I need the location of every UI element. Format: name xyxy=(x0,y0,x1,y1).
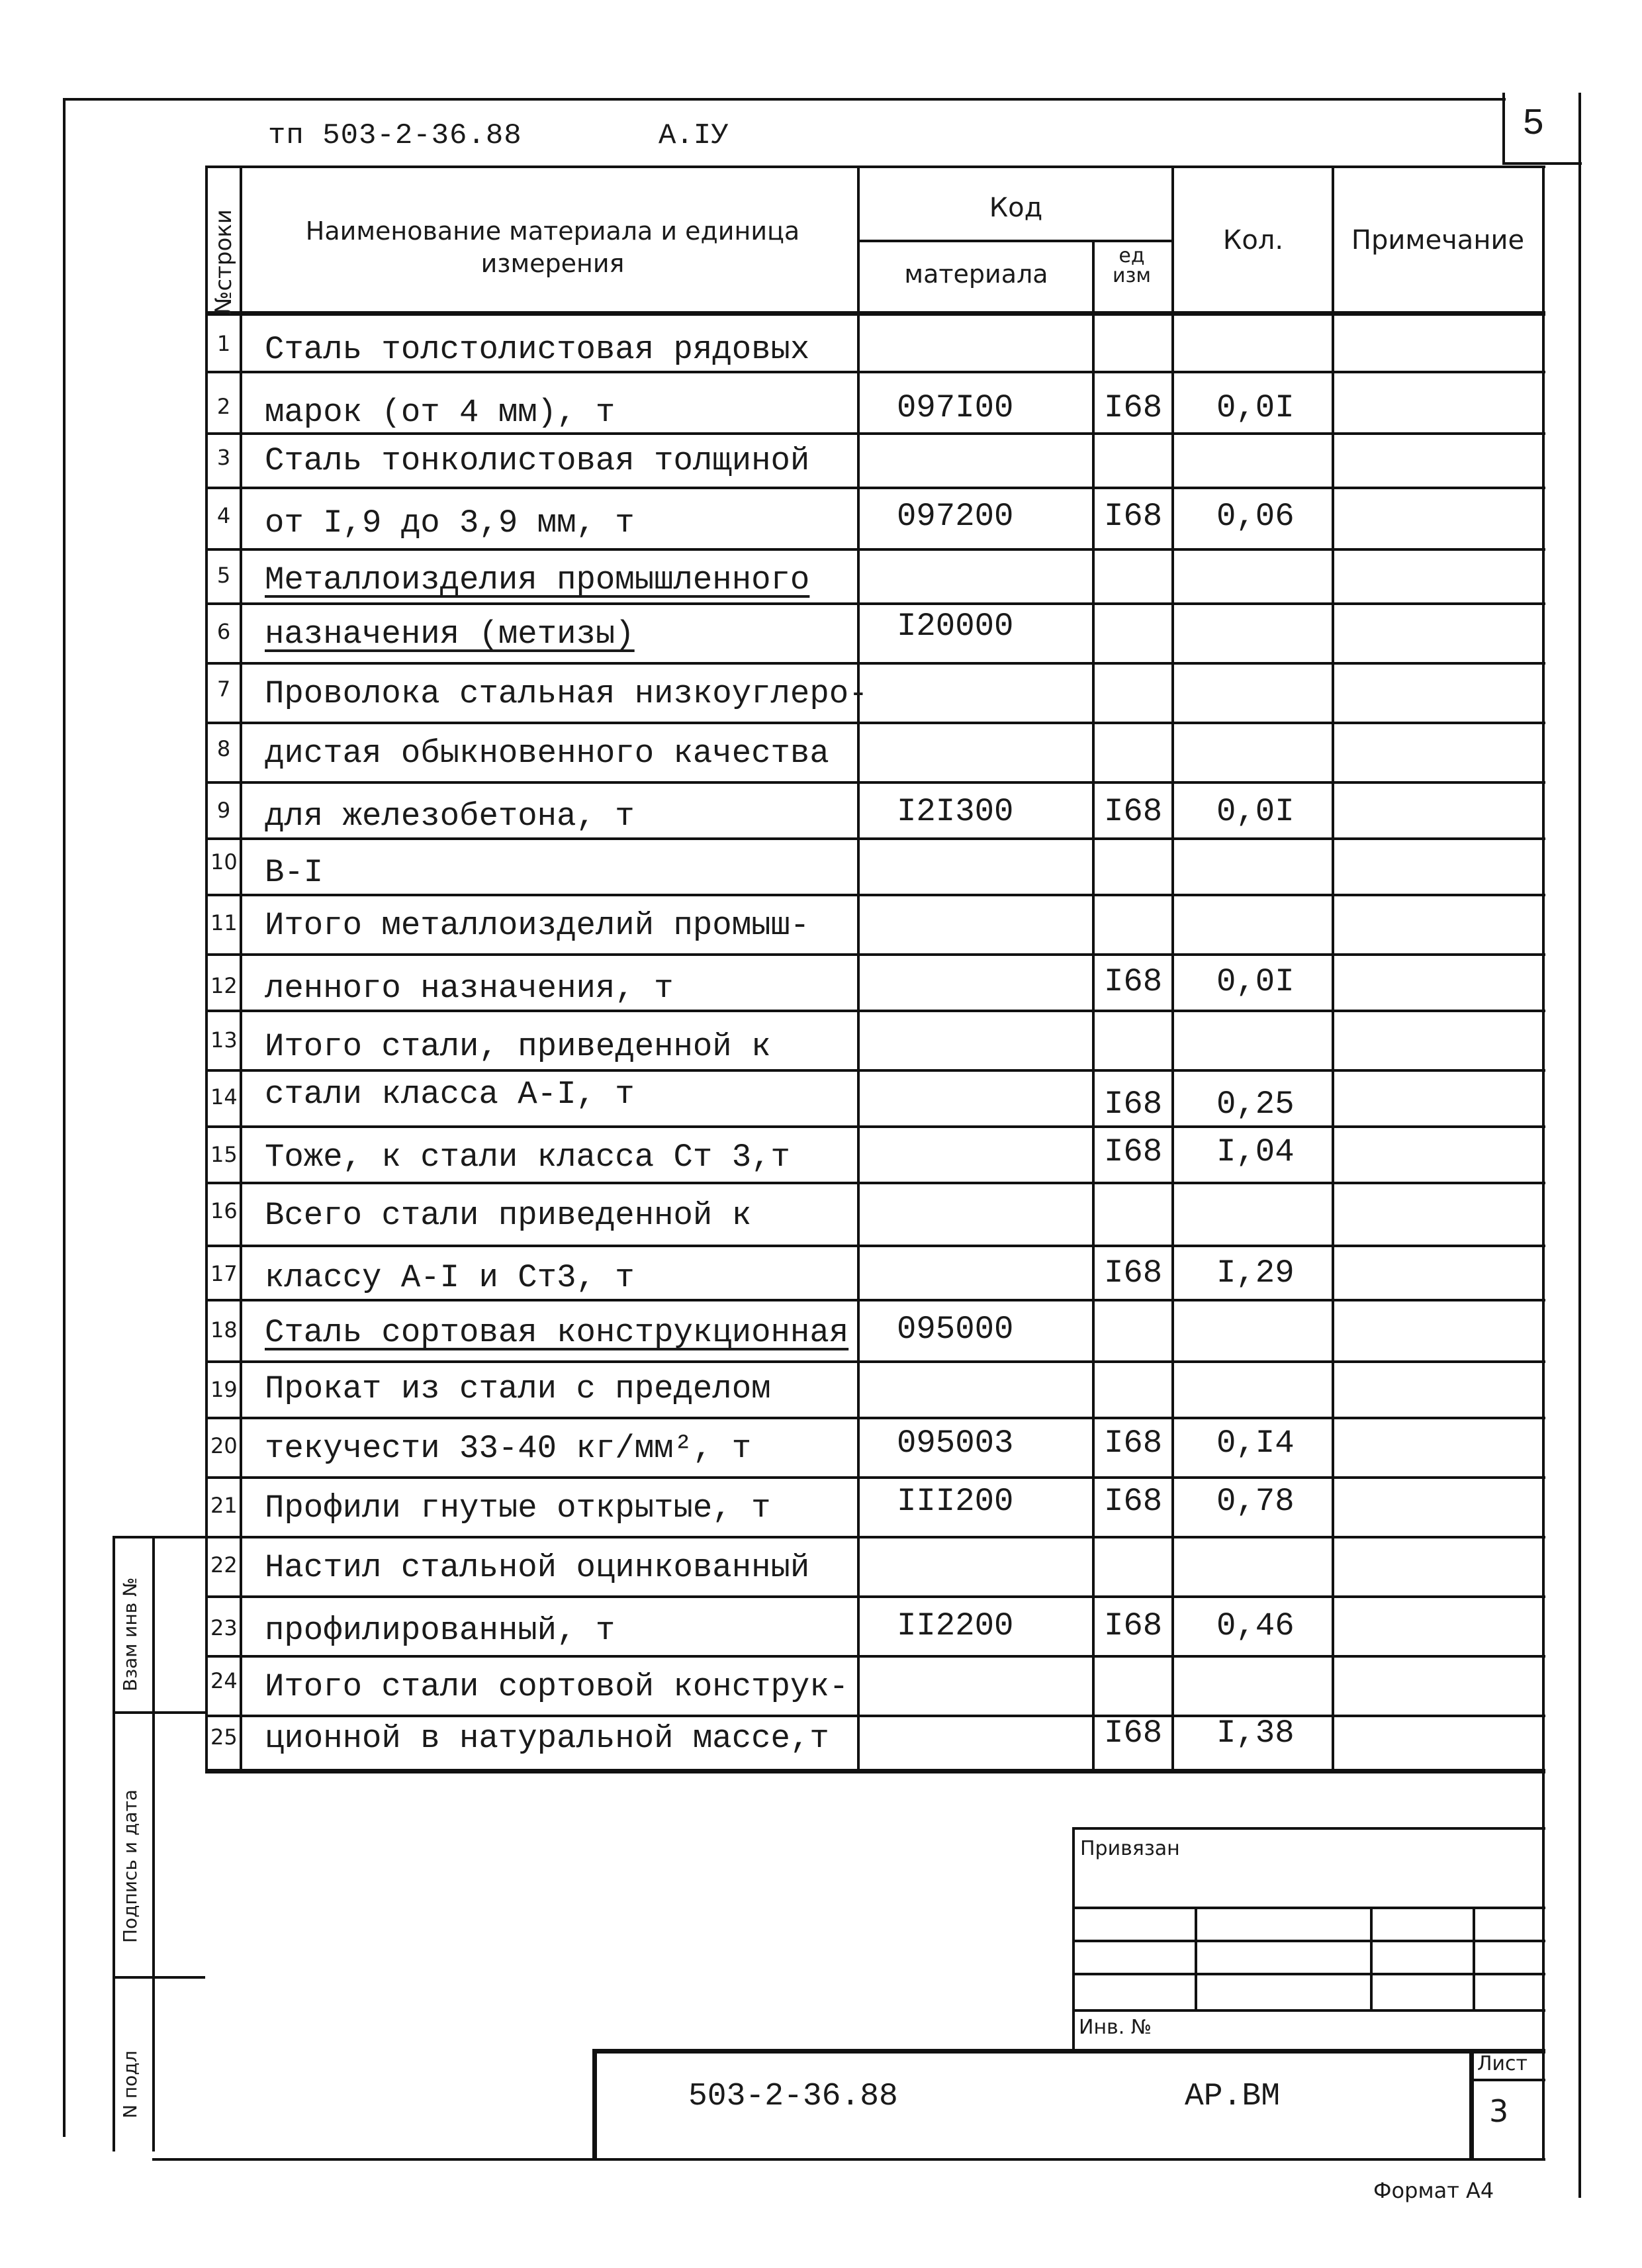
row-number: 10 xyxy=(210,849,238,874)
row-number: 9 xyxy=(216,798,231,823)
row-unit-code: I68 xyxy=(1104,1086,1163,1123)
row-name: Итого металлоизделий промыш- xyxy=(265,907,810,944)
frame-bottom-line xyxy=(152,2158,1545,2161)
row-name: Сталь сортовая конструкционная xyxy=(265,1314,849,1351)
row-name: В-I xyxy=(265,854,324,891)
stamp-divider xyxy=(1195,1907,1197,2009)
row-separator xyxy=(205,1655,1545,1658)
row-number: 8 xyxy=(216,736,231,761)
row-unit-code: I68 xyxy=(1104,1425,1163,1462)
row-name: Проволока стальная низкоуглеро- xyxy=(265,675,868,712)
row-material-code: I2I300 xyxy=(897,793,1014,830)
title-block-left xyxy=(592,2049,597,2160)
rownum-column-border xyxy=(240,165,242,1771)
row-name: для железобетона, т xyxy=(265,798,635,835)
row-separator xyxy=(205,602,1545,605)
format-label: Формат А4 xyxy=(1373,2178,1494,2203)
row-number: 2 xyxy=(216,394,231,419)
row-unit-code: I68 xyxy=(1104,793,1163,830)
row-number: 3 xyxy=(216,445,231,470)
row-name: марок (от 4 мм), т xyxy=(265,394,616,431)
row-material-code: III200 xyxy=(897,1483,1014,1520)
row-unit-code: I68 xyxy=(1104,389,1163,426)
row-material-code: 095000 xyxy=(897,1311,1014,1348)
row-material-code: 097200 xyxy=(897,498,1014,535)
code-column-border xyxy=(1092,240,1095,1771)
frame-left-line xyxy=(63,98,66,2137)
row-quantity: 0,06 xyxy=(1216,498,1295,535)
stamp-top xyxy=(1072,1827,1545,1830)
row-separator xyxy=(205,1010,1545,1012)
row-number: 19 xyxy=(210,1377,238,1402)
col-header-name: Наименование материала и единица измерения xyxy=(305,216,800,279)
header-doc-code: тп 503-2-36.88 xyxy=(268,119,522,152)
frame-top-line xyxy=(63,98,1506,101)
row-name: Профили гнутые открытые, т xyxy=(265,1489,771,1527)
code-subheader-line xyxy=(857,240,1171,242)
row-quantity: 0,I4 xyxy=(1216,1425,1295,1462)
col-header-code-unit: ед изм xyxy=(1112,244,1152,287)
row-number: 11 xyxy=(210,910,238,935)
row-unit-code: I68 xyxy=(1104,1483,1163,1520)
frame-right-line xyxy=(1578,93,1581,2198)
row-separator xyxy=(205,1125,1545,1128)
side-label-sign-date: Подпись и дата xyxy=(119,1789,141,1943)
stamp-attached-label: Привязан xyxy=(1080,1837,1180,1860)
side-label-inv-replace: Взам инв № xyxy=(119,1577,141,1691)
row-separator xyxy=(205,1476,1545,1479)
row-separator xyxy=(205,722,1545,724)
row-name: от I,9 до 3,9 мм, т xyxy=(265,504,635,542)
title-sheet-box-line xyxy=(1469,2079,1545,2081)
row-name: Тоже, к стали класса Ст 3,т xyxy=(265,1139,790,1176)
row-name: ленного назначения, т xyxy=(265,970,674,1007)
row-number: 6 xyxy=(216,619,231,644)
col-header-code: Код xyxy=(989,193,1043,223)
side-label-inv-orig: N подл xyxy=(119,2050,141,2118)
row-name: Сталь толстолистовая рядовых xyxy=(265,331,810,368)
row-name: Прокат из стали с пределом xyxy=(265,1370,771,1407)
row-separator xyxy=(205,432,1545,435)
row-separator xyxy=(205,1595,1545,1598)
row-separator xyxy=(205,662,1545,665)
row-quantity: 0,46 xyxy=(1216,1607,1295,1644)
qty-column-border xyxy=(1332,165,1334,1771)
col-header-note: Примечание xyxy=(1351,225,1525,256)
row-unit-code: I68 xyxy=(1104,1607,1163,1644)
row-separator xyxy=(205,1245,1545,1247)
row-separator xyxy=(205,1182,1545,1184)
row-separator xyxy=(205,837,1545,840)
row-number: 23 xyxy=(210,1615,238,1640)
row-name: ционной в натуральной массе,т xyxy=(265,1720,829,1757)
stamp-line xyxy=(1072,2009,1545,2012)
row-material-code: II2200 xyxy=(897,1607,1014,1644)
row-number: 18 xyxy=(210,1317,238,1343)
name-column-border xyxy=(857,165,860,1771)
row-unit-code: I68 xyxy=(1104,1133,1163,1170)
row-separator xyxy=(205,894,1545,896)
row-separator xyxy=(205,371,1545,373)
row-separator xyxy=(205,1299,1545,1301)
row-quantity: 0,0I xyxy=(1216,389,1295,426)
row-number: 7 xyxy=(216,677,231,702)
table-top-border xyxy=(205,165,1545,168)
row-number: 20 xyxy=(210,1433,238,1458)
title-doc-mark: АР.ВМ xyxy=(1185,2079,1281,2114)
title-sheet-label: Лист xyxy=(1477,2052,1528,2075)
row-name: Сталь тонколистовая толщиной xyxy=(265,442,810,479)
row-material-code: 095003 xyxy=(897,1425,1014,1462)
row-separator xyxy=(205,1417,1545,1419)
unit-column-border xyxy=(1171,165,1174,1771)
row-number: 22 xyxy=(210,1552,238,1578)
row-name: Металлоизделия промышленного xyxy=(265,561,810,598)
side-stamp-line xyxy=(113,1711,205,1714)
row-number: 12 xyxy=(210,973,238,998)
row-name: Итого стали сортовой конструк- xyxy=(265,1668,849,1705)
row-number: 17 xyxy=(210,1261,238,1286)
stamp-divider xyxy=(1473,1907,1475,2009)
row-number: 14 xyxy=(210,1084,238,1110)
row-number: 1 xyxy=(216,331,231,356)
table-left-border xyxy=(205,165,208,1771)
table-right-border xyxy=(1542,165,1545,1771)
row-name: Всего стали приведенной к xyxy=(265,1197,752,1234)
stamp-inv-no-label: Инв. № xyxy=(1079,2016,1152,2039)
row-separator xyxy=(205,1715,1545,1717)
stamp-divider xyxy=(1370,1907,1373,2009)
row-name: Настил стальной оцинкованный xyxy=(265,1549,810,1586)
title-sheet-box-left xyxy=(1469,2049,1474,2160)
row-name: классу А-I и Ст3, т xyxy=(265,1259,635,1296)
title-sheet-number: 3 xyxy=(1489,2093,1509,2129)
row-unit-code: I68 xyxy=(1104,963,1163,1000)
header-sheet-ref: А.IУ xyxy=(659,119,729,152)
row-quantity: I,29 xyxy=(1216,1254,1295,1292)
page-num-box-left xyxy=(1502,93,1505,162)
row-separator xyxy=(205,1069,1545,1072)
side-stamp-divider xyxy=(152,1536,155,2151)
row-separator xyxy=(205,548,1545,551)
row-quantity: 0,25 xyxy=(1216,1086,1295,1123)
title-doc-code: 503-2-36.88 xyxy=(688,2079,898,2114)
row-quantity: I,04 xyxy=(1216,1133,1295,1170)
row-number: 25 xyxy=(210,1725,238,1750)
row-number: 5 xyxy=(216,563,231,588)
col-header-qty: Кол. xyxy=(1222,225,1284,256)
row-unit-code: I68 xyxy=(1104,498,1163,535)
side-stamp-top xyxy=(113,1536,205,1538)
row-separator xyxy=(205,781,1545,784)
table-header-bottom-border xyxy=(205,311,1545,316)
col-header-row-no: №строки xyxy=(210,209,237,314)
row-separator xyxy=(205,487,1545,489)
row-material-code: 097I00 xyxy=(897,389,1014,426)
row-quantity: I,38 xyxy=(1216,1715,1295,1752)
row-number: 13 xyxy=(210,1027,238,1053)
row-separator xyxy=(205,1360,1545,1363)
row-material-code: I20000 xyxy=(897,608,1014,645)
table-bottom-border xyxy=(205,1769,1545,1773)
row-name: текучести 33-40 кг/мм², т xyxy=(265,1430,752,1467)
page-num-box-bottom xyxy=(1502,162,1582,165)
row-name: назначения (метизы) xyxy=(265,616,635,653)
row-unit-code: I68 xyxy=(1104,1254,1163,1292)
title-block-top xyxy=(592,2049,1545,2054)
row-number: 21 xyxy=(210,1493,238,1518)
row-number: 16 xyxy=(210,1198,238,1223)
side-stamp-left xyxy=(113,1536,115,2151)
row-name: Итого стали, приведенной к xyxy=(265,1028,771,1065)
col-header-code-material: материала xyxy=(904,260,1048,289)
row-quantity: 0,78 xyxy=(1216,1483,1295,1520)
row-name: стали класса А-I, т xyxy=(265,1076,635,1113)
row-quantity: 0,0I xyxy=(1216,793,1295,830)
row-unit-code: I68 xyxy=(1104,1715,1163,1752)
row-name: дистая обыкновенного качества xyxy=(265,735,829,772)
row-quantity: 0,0I xyxy=(1216,963,1295,1000)
row-name: профилированный, т xyxy=(265,1612,616,1649)
row-number: 15 xyxy=(210,1142,238,1167)
side-stamp-line xyxy=(113,1976,205,1979)
row-separator xyxy=(205,1536,1545,1538)
row-separator xyxy=(205,953,1545,956)
row-number: 24 xyxy=(210,1668,238,1693)
page-number: 5 xyxy=(1522,103,1545,145)
row-number: 4 xyxy=(216,503,231,528)
